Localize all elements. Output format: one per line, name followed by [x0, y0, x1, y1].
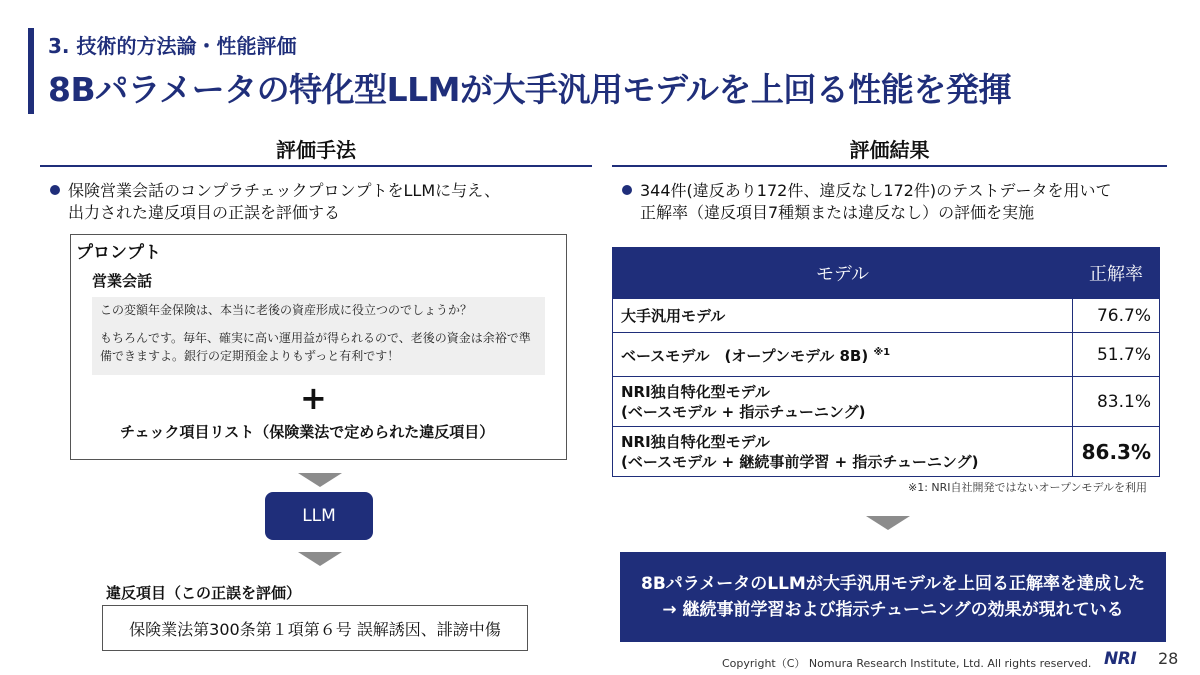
title-accent-bar	[28, 28, 34, 114]
results-table	[612, 247, 1160, 477]
model-name-line1: 大手汎用モデル	[621, 306, 726, 325]
plus-icon: +	[300, 379, 327, 417]
arrow-down-icon	[866, 516, 910, 530]
model-name-line1: ベースモデル (オープンモデル 8B)	[621, 347, 869, 365]
llm-box: LLM	[265, 492, 373, 540]
prompt-title: プロンプト	[76, 243, 161, 263]
table-row	[613, 333, 1160, 377]
left-bullet	[50, 180, 610, 224]
right-bullet	[622, 180, 1182, 224]
model-name-line1: NRI独自特化型モデル	[621, 382, 770, 401]
model-name-line1: NRI独自特化型モデル	[621, 432, 770, 451]
violation-value: 保険業法第300条第１項第６号 誤解誘因、誹謗中傷	[102, 605, 528, 651]
table-row	[613, 299, 1160, 333]
conversation-title: 営業会話	[92, 272, 153, 290]
right-bullet-line1: 344件(違反あり172件、違反なし172件)のテストデータを用いて	[640, 181, 1112, 200]
table-row	[613, 427, 1160, 477]
conversation-box	[92, 297, 545, 375]
model-name-line2: (ベースモデル + 指示チューニング)	[621, 402, 866, 421]
bullet-dot-icon	[622, 185, 632, 195]
conversation-customer-line: この変額年金保険は、本当に老後の資産形成に役立つのでしょうか？	[100, 303, 473, 317]
results-table-header	[613, 248, 1160, 299]
left-bullet-line2: 出力された違反項目の正誤を評価する	[68, 203, 341, 222]
model-name	[613, 377, 1073, 427]
arrow-down-icon	[298, 473, 342, 487]
model-name	[613, 427, 1073, 477]
model-name-line2: (ベースモデル + 継続事前学習 + 指示チューニング)	[621, 452, 979, 471]
copyright-text: Copyright（C） Nomura Research Institute, Ltd. All rights reserved.	[722, 657, 1092, 670]
left-bullet-line1: 保険営業会話のコンプラチェックプロンプトをLLMに与え、	[68, 181, 501, 200]
column-header-model: モデル	[613, 248, 1073, 299]
bullet-dot-icon	[50, 185, 60, 195]
conclusion-box	[620, 552, 1166, 642]
right-heading-divider	[612, 165, 1167, 167]
table-footnote: ※1: NRI自社開発ではないオープンモデルを利用	[908, 481, 1147, 494]
violation-title: 違反項目（この正誤を評価）	[106, 584, 302, 602]
model-name	[613, 299, 1073, 333]
left-column-heading: 評価手法	[276, 138, 356, 162]
right-bullet-line2: 正解率（違反項目7種類または違反なし）の評価を実施	[640, 203, 1035, 222]
conclusion-line2: → 継続事前学習および指示チューニングの効果が現れている	[662, 600, 1124, 620]
page-number: 28	[1158, 649, 1179, 668]
accuracy-value: 51.7%	[1073, 333, 1160, 377]
accuracy-value: 76.7%	[1073, 299, 1160, 333]
slide-title: 8Bパラメータの特化型LLMが大手汎用モデルを上回る性能を発揮	[48, 70, 1011, 109]
conversation-agent-line: もちろんです。毎年、確実に高い運用益が得られるので、老後の資金は余裕で準備できますよ。銀行の定期預金よりもずっと有利です！	[100, 331, 531, 363]
arrow-down-icon	[298, 552, 342, 566]
left-heading-divider	[40, 165, 592, 167]
right-column-heading: 評価結果	[849, 138, 930, 162]
table-row	[613, 377, 1160, 427]
column-header-accuracy: 正解率	[1073, 248, 1160, 299]
model-name	[613, 333, 1073, 377]
nri-logo: NRI	[1104, 649, 1137, 669]
section-label: 3. 技術的方法論・性能評価	[48, 34, 297, 58]
accuracy-value-highlight: 86.3%	[1073, 427, 1160, 477]
checklist-label: チェック項目リスト（保険業法で定められた違反項目）	[120, 423, 495, 441]
conclusion-line1: 8BパラメータのLLMが大手汎用モデルを上回る正解率を達成した	[640, 574, 1145, 594]
footnote-marker: ※1	[873, 347, 891, 358]
accuracy-value: 83.1%	[1073, 377, 1160, 427]
